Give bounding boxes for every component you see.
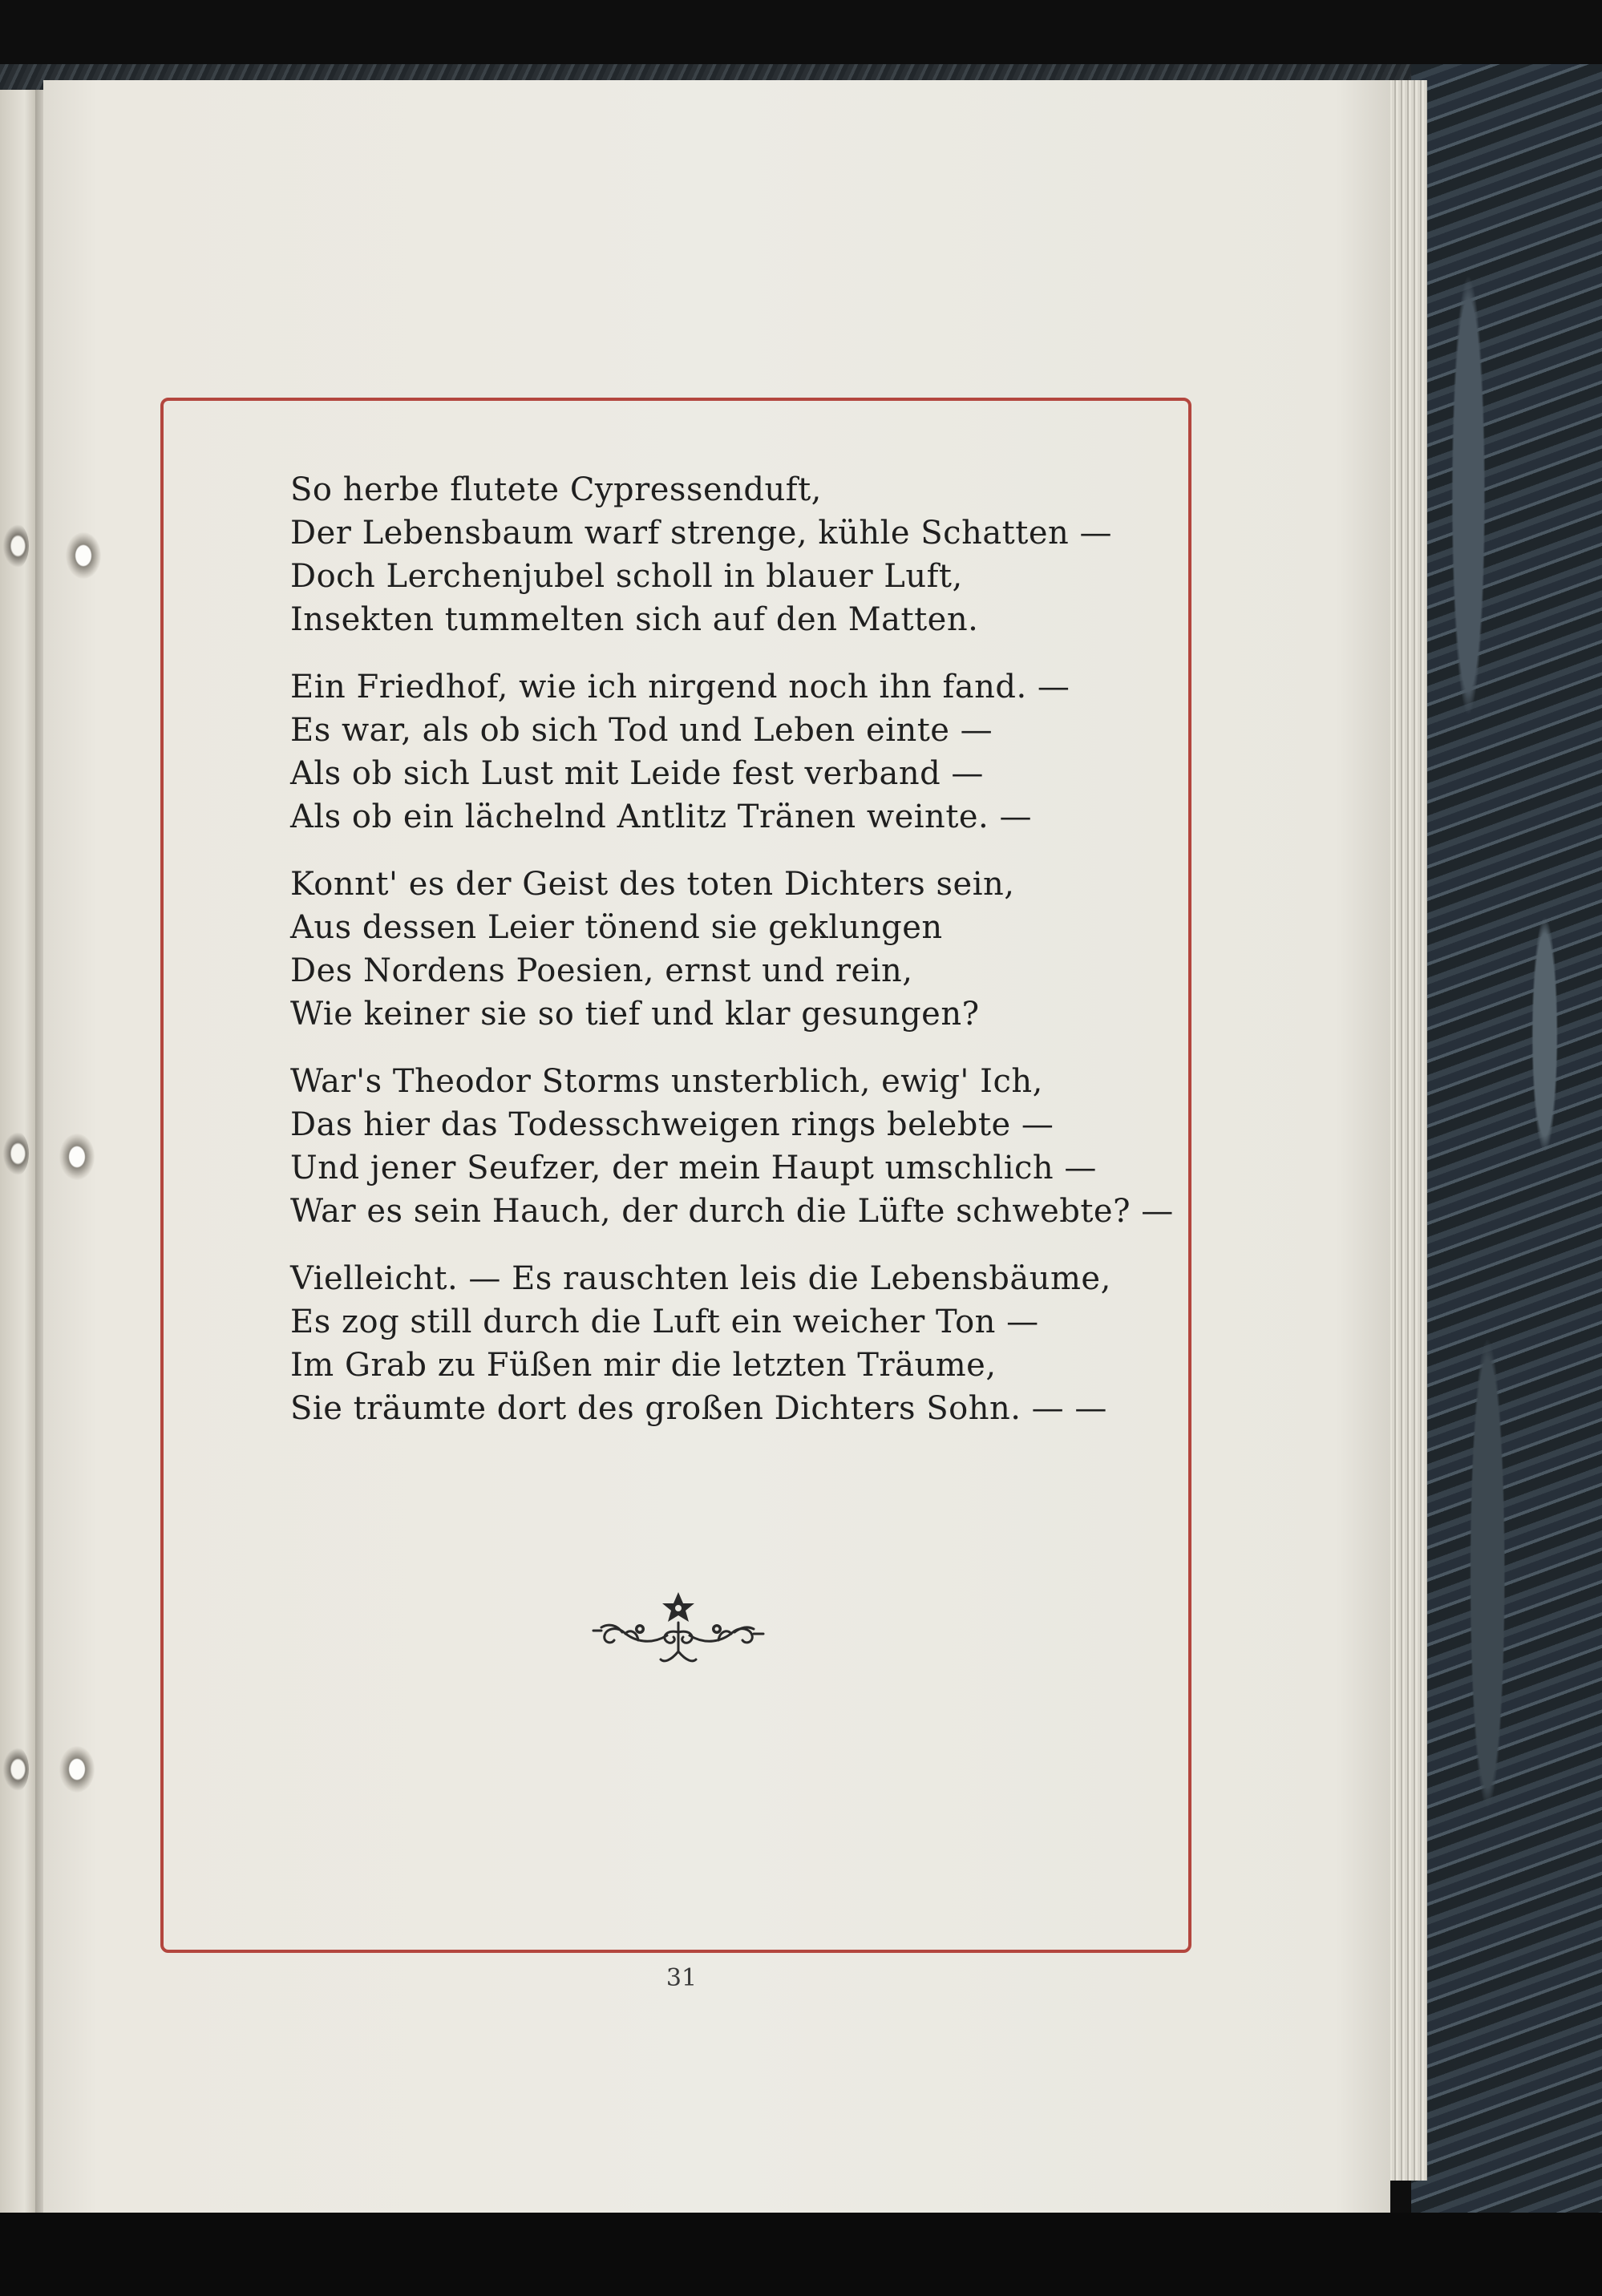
poem-line: Im Grab zu Füßen mir die letzten Träume, bbox=[290, 1347, 997, 1384]
poem-line: Sie träumte dort des großen Dichters Sohn. — — bbox=[290, 1390, 1107, 1427]
poem-line: Es war, als ob sich Tod und Leben einte — bbox=[290, 712, 993, 749]
poem-line: Der Lebensbaum warf strenge, kühle Schatten — bbox=[290, 515, 1112, 552]
poem-line: Ein Friedhof, wie ich nirgend noch ihn fand. — bbox=[290, 669, 1070, 705]
poem-line: Es zog still durch die Luft ein weicher Ton — bbox=[290, 1304, 1039, 1340]
poem-line: Wie keiner sie so tief und klar gesungen? bbox=[290, 996, 980, 1033]
poem-line: War es sein Hauch, der durch die Lüfte schwebte? — bbox=[290, 1193, 1174, 1230]
poem-line: Und jener Seufzer, der mein Haupt umschlich — bbox=[290, 1150, 1097, 1186]
poem-line: Insekten tummelten sich auf den Matten. bbox=[290, 601, 979, 638]
poem-line: Als ob sich Lust mit Leide fest verband — bbox=[290, 755, 984, 792]
poem-line: So herbe flutete Cypressenduft, bbox=[290, 471, 822, 508]
stanza bbox=[290, 1257, 1172, 1430]
poem-line: Des Nordens Poesien, ernst und rein, bbox=[290, 952, 913, 989]
left-page-binding-hole bbox=[2, 1130, 29, 1177]
marbled-cover-edge bbox=[1411, 64, 1602, 2221]
floral-vignette-icon bbox=[590, 1584, 767, 1672]
poem-line: Doch Lerchenjubel scholl in blauer Luft, bbox=[290, 558, 963, 595]
binding-hole bbox=[66, 532, 101, 579]
page-number: 31 bbox=[665, 1964, 698, 1992]
scan-background bbox=[0, 2213, 1602, 2296]
poem-line: Als ob ein lächelnd Antlitz Tränen weinte. — bbox=[290, 798, 1032, 835]
left-page-binding-hole bbox=[2, 523, 29, 569]
poem-line: War's Theodor Storms unsterblich, ewig' Ich, bbox=[290, 1063, 1043, 1100]
stanza bbox=[290, 665, 1172, 839]
poem-line: Das hier das Todesschweigen rings belebte — bbox=[290, 1106, 1054, 1143]
binding-hole bbox=[59, 1134, 95, 1180]
stanza bbox=[290, 1060, 1172, 1233]
poem-line: Konnt' es der Geist des toten Dichters sein, bbox=[290, 866, 1015, 903]
poem-line: Aus dessen Leier tönend sie geklungen bbox=[290, 909, 943, 946]
poem-text bbox=[290, 468, 1172, 1454]
poem-line: Vielleicht. — Es rauschten leis die Lebensbäume, bbox=[290, 1260, 1111, 1297]
stanza bbox=[290, 863, 1172, 1036]
stanza bbox=[290, 468, 1172, 641]
binding-hole bbox=[59, 1746, 95, 1793]
left-page-binding-hole bbox=[2, 1746, 29, 1793]
